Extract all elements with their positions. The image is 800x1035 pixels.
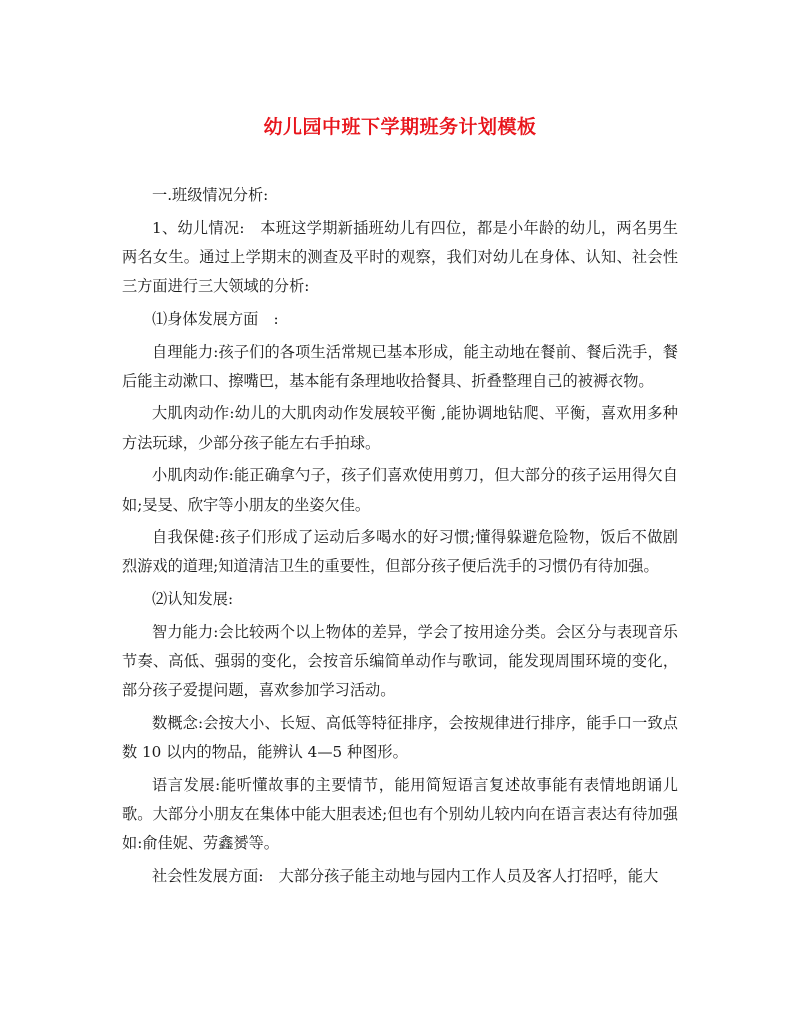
paragraph-language: 语言发展:能听懂故事的主要情节，能用简短语言复述故事能有表情地朗诵儿歌。大部分小朋友在集体中能大胆表述;但也有个别幼儿较内向在语言表达有待加强如:俞佳妮、劳鑫赟等。 [122, 775, 678, 853]
section-heading-class-analysis: 一.班级情况分析: [152, 186, 269, 204]
document-body [122, 181, 678, 891]
paragraph-gross-motor: 大肌肉动作:幼儿的大肌肉动作发展较平衡 ,能协调地钻爬、平衡，喜欢用多种方法玩球，少部分孩子能左右手拍球。 [122, 404, 678, 452]
paragraph-child-situation: 1、幼儿情况: 本班这学期新插班幼儿有四位，都是小年龄的幼儿，两名男生两名女生。通过上学期末的测查及平时的观察，我们对幼儿在身体、认知、社会性三方面进行三大领域的分析: [122, 218, 678, 296]
subheading-cognitive-development: ⑵认知发展: [152, 590, 234, 609]
paragraph-fine-motor: 小肌肉动作:能正确拿勺子，孩子们喜欢使用剪刀，但大部分的孩子运用得欠自如;旻旻、欣宇等小朋友的坐姿欠佳。 [122, 466, 678, 514]
subheading-physical-development: ⑴身体发展方面 : [152, 309, 279, 328]
paragraph-self-health: 自我保健:孩子们形成了运动后多喝水的好习惯;懂得躲避危险物，饭后不做剧烈游戏的道理;知道清洁卫生的重要性，但部分孩子便后洗手的习惯仍有待加强。 [122, 528, 678, 576]
paragraph-number-concept: 数概念:会按大小、长短、高低等特征排序，会按规律进行排序，能手口一致点数 10 以内的物品，能辨认 4—5 种图形。 [122, 713, 678, 762]
paragraph-self-care: 自理能力:孩子们的各项生活常规已基本形成，能主动地在餐前、餐后洗手，餐后能主动漱口、擦嘴巴，基本能有条理地收拾餐具、折叠整理自己的被褥衣物。 [122, 342, 678, 390]
page-title: 幼儿园中班下学期班务计划模板 [263, 116, 537, 138]
paragraph-social-development: 社会性发展方面: 大部分孩子能主动地与园内工作人员及客人打招呼，能大 [152, 866, 659, 885]
paragraph-intelligence: 智力能力:会比较两个以上物体的差异，学会了按用途分类。会区分与表现音乐节奏、高低、强弱的变化，会按音乐编简单动作与歌词，能发现周围环境的变化，部分孩子爱提问题，喜欢参加学习活动。 [122, 622, 678, 700]
